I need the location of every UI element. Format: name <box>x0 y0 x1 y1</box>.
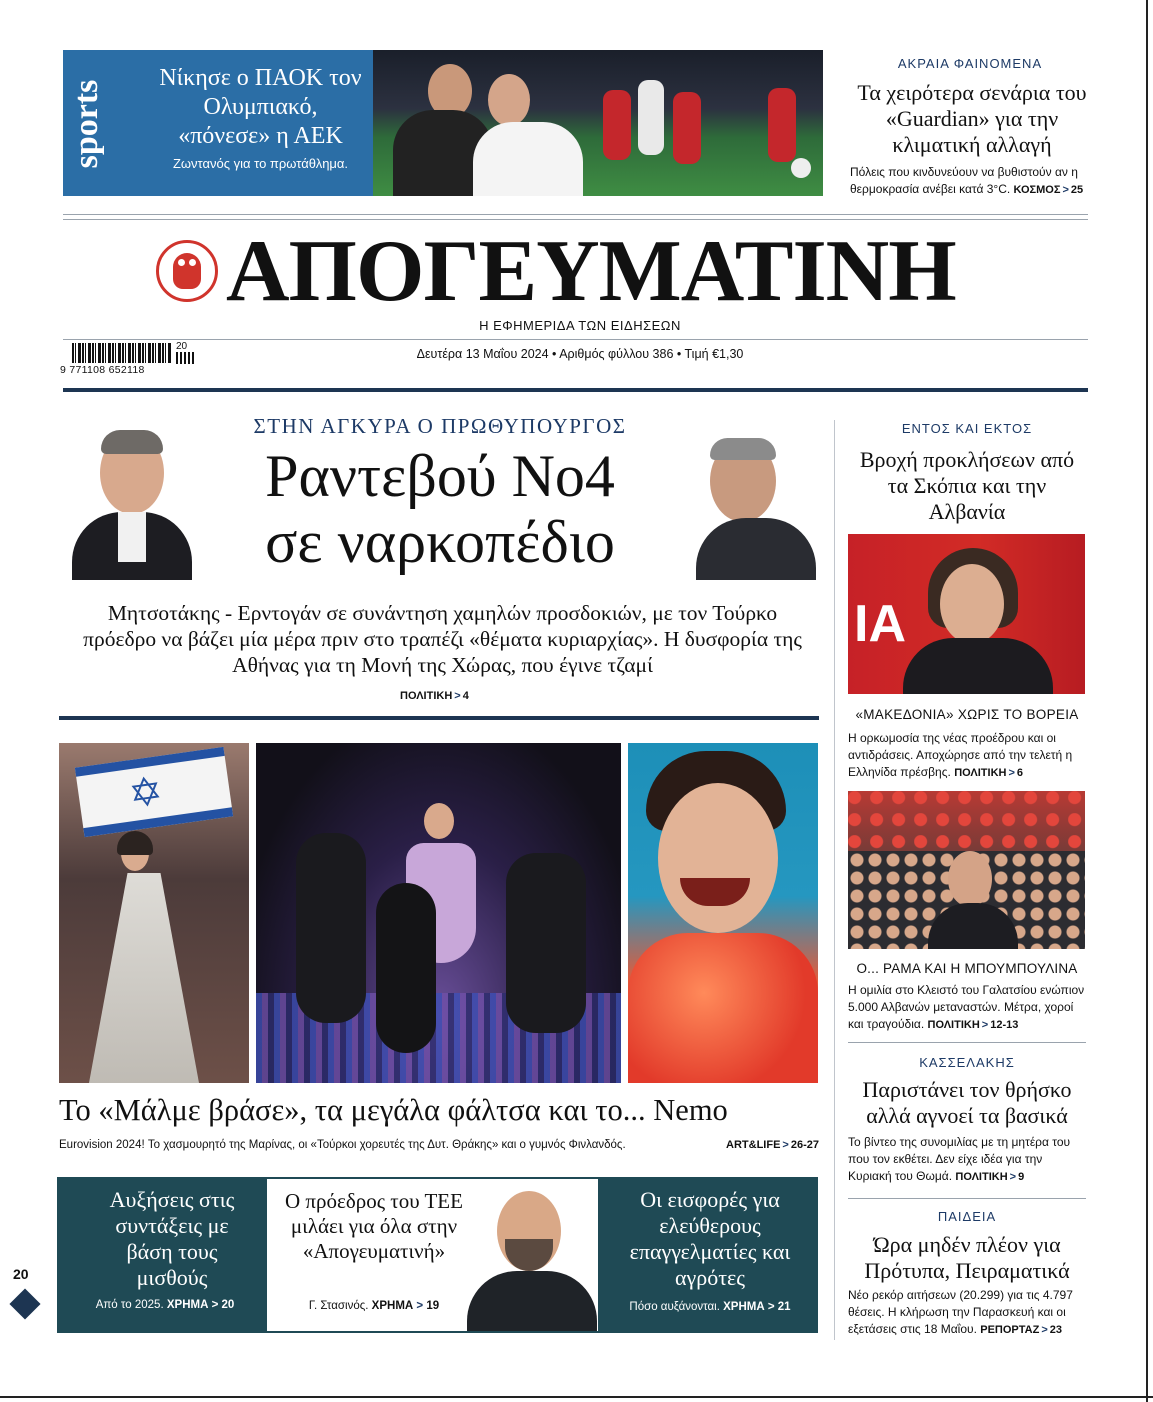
president-face <box>940 564 1004 644</box>
page-edge-right <box>1146 0 1148 1402</box>
sidebar-kicker-2: ΚΑΣΣΕΛΑΚΗΣ <box>919 1055 1015 1070</box>
masthead-rule-top <box>63 214 1088 215</box>
sidebar-caption1-text: Η ορκωμοσία της νέας προέδρου και οι αντιδράσεις. Αποχώρησε από την τελετή η Ελληνίδα πρέσβης. <box>848 731 1073 779</box>
top-right-ref[interactable]: ΚΟΣΜΟΣ > 25 <box>1013 184 1084 196</box>
masthead-title: ΑΠΟΓΕΥΜΑΤΙΝΗ <box>226 223 956 320</box>
stasinos-photo <box>467 1189 597 1331</box>
player-red-2 <box>673 92 701 164</box>
masthead-logo <box>156 240 218 302</box>
sidebar-headline-3[interactable]: Ώρα μηδέν πλέον για Πρότυπα, Πειραματικά <box>864 1232 1070 1283</box>
barcode-issue-bars <box>176 352 196 364</box>
israel-flag <box>75 747 233 837</box>
box-contributions-ref: Πόσο αυξάνονται. ΧΡΗΜΑ > 21 <box>629 1301 791 1313</box>
erdogan-hair <box>710 438 776 460</box>
sports-banner[interactable] <box>63 50 823 196</box>
sidebar-kicker-3: ΠΑΙΔΕΙΑ <box>937 1209 997 1224</box>
sidebar-rule-2 <box>848 1198 1086 1199</box>
eurovision-photo-israel <box>59 743 249 1083</box>
singer-hair <box>117 831 153 855</box>
lead-ref[interactable]: ΠΟΛΙΤΙΚΗ > 4 <box>400 690 469 702</box>
sidebar-caption2-ref[interactable]: ΠΟΛΙΤΙΚΗ > 12-13 <box>927 1019 1019 1031</box>
mitsotakis-hair <box>101 430 163 454</box>
sidebar-rule-1 <box>848 1042 1086 1043</box>
box-contributions[interactable] <box>600 1177 818 1333</box>
masthead-rule-mid <box>63 339 1088 340</box>
ball <box>791 158 811 178</box>
sports-subline: Ζωντανός για το πρωτάθλημα. <box>172 156 349 171</box>
page-diamond-icon <box>9 1288 40 1319</box>
owl-eye-left <box>178 259 185 266</box>
box-pensions-ref: Από το 2025. ΧΡΗΜΑ > 20 <box>95 1299 235 1311</box>
stasinos-suit <box>467 1271 597 1331</box>
sidebar-text-2-body: Το βίντεο της συνομιλίας με τη μητέρα του που τον εκθέτει. Δεν είχε ιδέα για την Κυριακή του Θωμά. <box>848 1135 1071 1183</box>
star-of-david-icon: ✡ <box>126 769 166 818</box>
barcode <box>60 341 200 375</box>
page-number: 20 <box>13 1266 29 1282</box>
lead-headline-line1: Ραντεβού Νο4 <box>265 443 615 509</box>
sports-headline: Νίκησε ο ΠΑΟΚ τον Ολυμπιακό, «πόνεσε» η ΑΕΚ <box>159 65 362 149</box>
player-red-1 <box>603 90 631 160</box>
eurovision-text-body: Eurovision 2024! Το χασμουρητό της Μαρίνας, οι «Τούρκοι χορευτές της Δυτ. Θράκης» και ο γυμνός Φινλανδός. <box>59 1139 626 1151</box>
rama-head <box>948 851 992 907</box>
top-right-headline[interactable]: Τα χειρότερα σενάρια του «Guardian» για την κλιματική αλλαγή <box>857 80 1087 157</box>
dancer-left <box>296 833 366 1023</box>
owl-icon <box>173 253 201 289</box>
sidebar-kicker-1: ΕΝΤΟΣ ΚΑΙ ΕΚΤΟΣ <box>901 421 1033 436</box>
sidebar-caption2 <box>848 982 1086 1034</box>
owl-eye-right <box>189 259 196 266</box>
sidebar-divider <box>834 420 835 1340</box>
portrait-mitsotakis <box>68 430 196 580</box>
coach-head-2 <box>488 74 530 126</box>
top-right-kicker: ΑΚΡΑΙΑ ΦΑΙΝΟΜΕΝΑ <box>897 56 1043 71</box>
eurovision-text <box>59 1137 819 1153</box>
top-right-text-body: Πόλεις που κινδυνεύουν να βυθιστούν αν η θερμοκρασία ανέβει κατά 3°C. <box>850 165 1078 196</box>
box-pensions-headline: Αυξήσεις στις συντάξεις με βάση τους μισθούς <box>109 1187 235 1290</box>
sign-letters: ΙΑ <box>854 595 906 653</box>
masthead-rule-top-2 <box>63 219 1088 220</box>
football-photo <box>373 50 823 196</box>
page-edge-bottom <box>0 1396 1153 1398</box>
sidebar-caption2-title: Ο... ΡΑΜΑ ΚΑΙ Η ΜΠΟΥΜΠΟΥΛΙΝΑ <box>856 961 1078 976</box>
sidebar-ref-2[interactable]: ΠΟΛΙΤΙΚΗ > 9 <box>955 1171 1025 1183</box>
sidebar-text-2 <box>848 1134 1086 1186</box>
barcode-number: 9 771108 652118 <box>60 364 145 376</box>
lead-headline-line2: σε ναρκοπέδιο <box>265 509 615 575</box>
box-tee-ref: Γ. Στασινός. ΧΡΗΜΑ > 19 <box>308 1300 440 1312</box>
coach-body-2 <box>473 122 583 196</box>
nemo-face <box>658 783 778 933</box>
nemo-boa <box>628 933 818 1083</box>
portrait-erdogan <box>690 432 816 580</box>
box-tee[interactable] <box>265 1177 600 1333</box>
barcode-issue: 20 <box>176 341 188 352</box>
sidebar-caption2-text: Η ομιλία στο Κλειστό του Γαλατσίου ενώπιον 5.000 Αλβανών μεταναστών. Μέτρα, χοροί και τραγούδια. <box>848 983 1085 1031</box>
sidebar-headline-2[interactable]: Παριστάνει τον θρήσκο αλλά αγνοεί τα βασικά <box>862 1077 1072 1128</box>
box-tee-headline: Ο πρόεδρος του ΤΕΕ μιλάει για όλα στην «Απογευματινή» <box>285 1189 463 1263</box>
mitsotakis-shirt <box>118 512 146 562</box>
sports-tag-text: sports <box>68 79 105 169</box>
lead-rule-bottom <box>59 716 819 720</box>
sidebar-ref-3[interactable]: ΡΕΠΟΡΤΑΖ > 23 <box>980 1324 1063 1336</box>
sidebar-text-3-body: Νέο ρεκόρ αιτήσεων (20.299) για τις 4.797 θέσεις. Η κλήρωση την Παρασκευή και οι εξετάσεις στις 18 Μαΐου. <box>848 1288 1073 1336</box>
sidebar-caption1-title: «ΜΑΚΕΔΟΝΙΑ» ΧΩΡΙΣ ΤΟ ΒΟΡΕΙΑ <box>855 707 1079 722</box>
sidebar-caption1 <box>848 730 1086 782</box>
eurovision-headline[interactable]: Το «Μάλμε βράσε», τα μεγάλα φάλτσα και το... Nemo <box>59 1093 728 1127</box>
box-contributions-headline: Οι εισφορές για ελεύθερους επαγγελματίες και αγρότες <box>629 1187 791 1290</box>
erdogan-suit <box>696 518 816 580</box>
player-white-1 <box>638 80 664 155</box>
stasinos-beard <box>505 1239 553 1271</box>
dateline: Δευτέρα 13 Μαΐου 2024 • Αριθμός φύλλου 386 • Τιμή €1,30 <box>416 347 744 361</box>
masthead-rule-bottom <box>63 388 1088 392</box>
masthead-tagline: Η ΕΦΗΜΕΡΙΔΑ ΤΩΝ ΕΙΔΗΣΕΩΝ <box>479 318 681 333</box>
eurovision-ref[interactable]: ART&LIFE > 26-27 <box>726 1139 819 1151</box>
top-right-text <box>850 164 1092 199</box>
lead-headline <box>200 443 680 575</box>
president-jacket <box>903 638 1053 694</box>
sidebar-headline-1[interactable]: Βροχή προκλήσεων από τα Σκόπια και την Αλβανία <box>859 447 1075 524</box>
sidebar-text-3 <box>848 1287 1086 1339</box>
eurovision-photo-nemo <box>628 743 818 1083</box>
box-pensions[interactable] <box>57 1177 265 1333</box>
barcode-bars <box>72 343 172 363</box>
marina-head <box>424 803 454 839</box>
dancer-center <box>376 883 436 1053</box>
dancer-right <box>506 853 586 1033</box>
sports-tag <box>67 50 107 196</box>
singer-dress <box>89 873 199 1083</box>
lead-kicker: ΣΤΗΝ ΑΓΚΥΡΑ Ο ΠΡΩΘΥΠΟΥΡΓΟΣ <box>253 414 627 438</box>
sidebar-caption1-ref[interactable]: ΠΟΛΙΤΙΚΗ > 6 <box>954 767 1024 779</box>
lead-body: Μητσοτάκης - Ερντογάν σε συνάντηση χαμηλών προσδοκιών, με τον Τούρκο πρόεδρο να βάζει μία μέρα πριν στο τραπέζι «θέματα κυριαρχίας». Η δυσφορία της Αθήνας για τη Μονή της Χώρας, που έγινε τζαμί <box>83 601 802 677</box>
eurovision-photo-greece <box>256 743 621 1083</box>
sidebar-photo-skopje <box>848 534 1085 694</box>
sidebar-photo-rama <box>848 791 1085 949</box>
player-red-3 <box>768 88 796 162</box>
